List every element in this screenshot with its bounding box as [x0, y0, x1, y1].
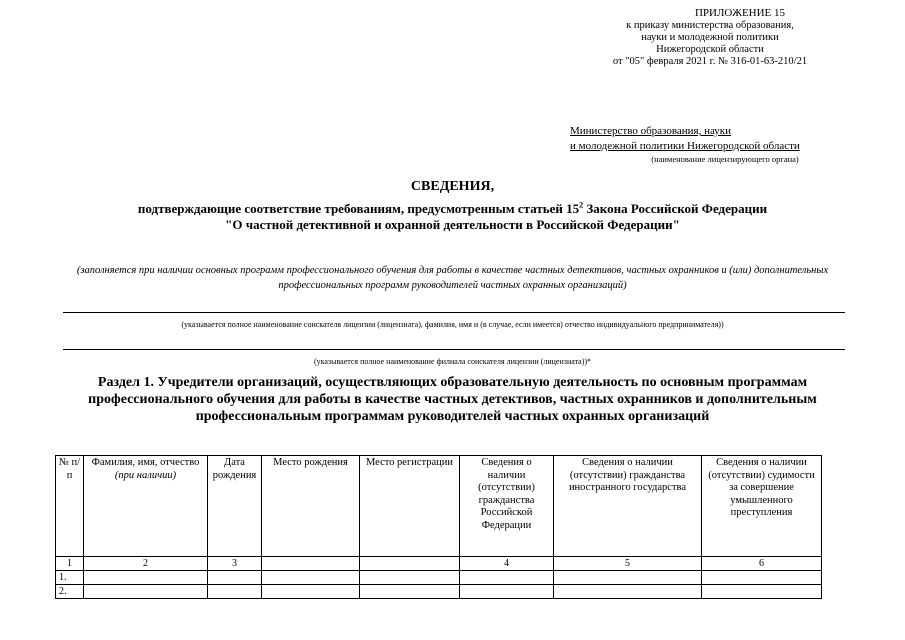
col-number: 4: [460, 557, 554, 571]
header-birth-date: Дата рождения: [208, 456, 262, 557]
appendix-line-1: к приказу министерства образования,: [626, 20, 794, 31]
table-cell[interactable]: [262, 571, 360, 585]
header-full-name-note: (при наличии): [114, 469, 177, 481]
col-number: 5: [554, 557, 702, 571]
applicant-name-line[interactable]: [63, 312, 845, 313]
table-cell[interactable]: [360, 585, 460, 599]
table-cell[interactable]: [84, 585, 208, 599]
appendix-line-4: от "05" февраля 2021 г. № 316-01-63-210/21: [612, 56, 808, 67]
subtitle-superscript: 2: [579, 200, 584, 210]
header-number: № п/п: [56, 456, 84, 557]
subtitle-line-2: "О частной детективной и охранной деятельности в Российской Федерации": [225, 217, 680, 232]
subtitle-part-1: подтверждающие соответствие требованиям, предусмотренным статьей 15: [137, 201, 580, 216]
header-full-name-label: Фамилия, имя, отчество: [91, 457, 200, 468]
authority-caption: (наименование лицензирующего органа): [651, 154, 799, 164]
header-foreign-citizenship: Сведения о наличии (отсутствии) гражданства иностранного государства: [554, 456, 702, 557]
appendix-title: ПРИЛОЖЕНИЕ 15: [694, 7, 786, 19]
appendix-line-2: науки и молодежной политики: [641, 32, 779, 43]
header-rf-citizenship: Сведения о наличии (отсутствии) гражданства Российской Федерации: [460, 456, 554, 557]
table-row: [56, 585, 822, 599]
appendix-header: [560, 6, 860, 68]
document-subtitle: [40, 201, 865, 233]
branch-name-caption: (указывается полное наименование филиала соискателя лицензии (лицензиата))*: [313, 357, 592, 366]
section-title: Раздел 1. Учредители организаций, осуществляющих образовательную деятельность по основным программам профессионального обучения для работы в качестве частных детективов, частных охранников и дополнительным профессиональным программам руководителей частных охранных организаций: [88, 375, 817, 424]
col-number: [262, 557, 360, 571]
table-numbering-row: [56, 557, 822, 571]
table-cell[interactable]: [460, 585, 554, 599]
authority-line-1: Министерство образования, науки: [570, 125, 732, 137]
header-birth-place: Место рождения: [262, 456, 360, 557]
header-full-name: [84, 456, 208, 557]
fill-instructions: (заполняется при наличии основных программ профессионального обучения для работы в качестве частных детективов, частных охранников и (или) дополнительных профессиональных программ руководителей частных охранных организаций): [76, 265, 829, 291]
row-index: 1.: [56, 571, 84, 585]
table-cell[interactable]: [460, 571, 554, 585]
col-number: 3: [208, 557, 262, 571]
licensing-authority: [570, 124, 850, 164]
table-cell[interactable]: [554, 571, 702, 585]
header-criminal-record: Сведения о наличии (отсутствии) судимости за совершение умышленного преступления: [702, 456, 822, 557]
subtitle-part-2: Закона Российской Федерации: [583, 201, 768, 216]
appendix-line-3: Нижегородской области: [656, 44, 764, 55]
branch-name-line[interactable]: [63, 349, 845, 350]
applicant-name-caption: (указывается полное наименование соискателя лицензии (лицензиата), фамилия, имя и (в случае, если имеется) отчество индивидуального предпринимателя)): [181, 320, 724, 329]
authority-line-2: и молодежной политики Нижегородской области: [570, 140, 800, 152]
table-row: [56, 571, 822, 585]
table-cell[interactable]: [702, 571, 822, 585]
col-number: 2: [84, 557, 208, 571]
table-cell[interactable]: [360, 571, 460, 585]
table-cell[interactable]: [208, 571, 262, 585]
table-cell[interactable]: [702, 585, 822, 599]
header-registration-place: Место регистрации: [360, 456, 460, 557]
document-title: СВЕДЕНИЯ,: [410, 179, 495, 194]
table-header-row: [56, 456, 822, 557]
col-number: 6: [702, 557, 822, 571]
table-cell[interactable]: [84, 571, 208, 585]
table-cell[interactable]: [554, 585, 702, 599]
col-number: [360, 557, 460, 571]
col-number: 1: [56, 557, 84, 571]
row-index: 2.: [56, 585, 84, 599]
table-cell[interactable]: [262, 585, 360, 599]
table-cell[interactable]: [208, 585, 262, 599]
founders-table: [55, 455, 822, 599]
